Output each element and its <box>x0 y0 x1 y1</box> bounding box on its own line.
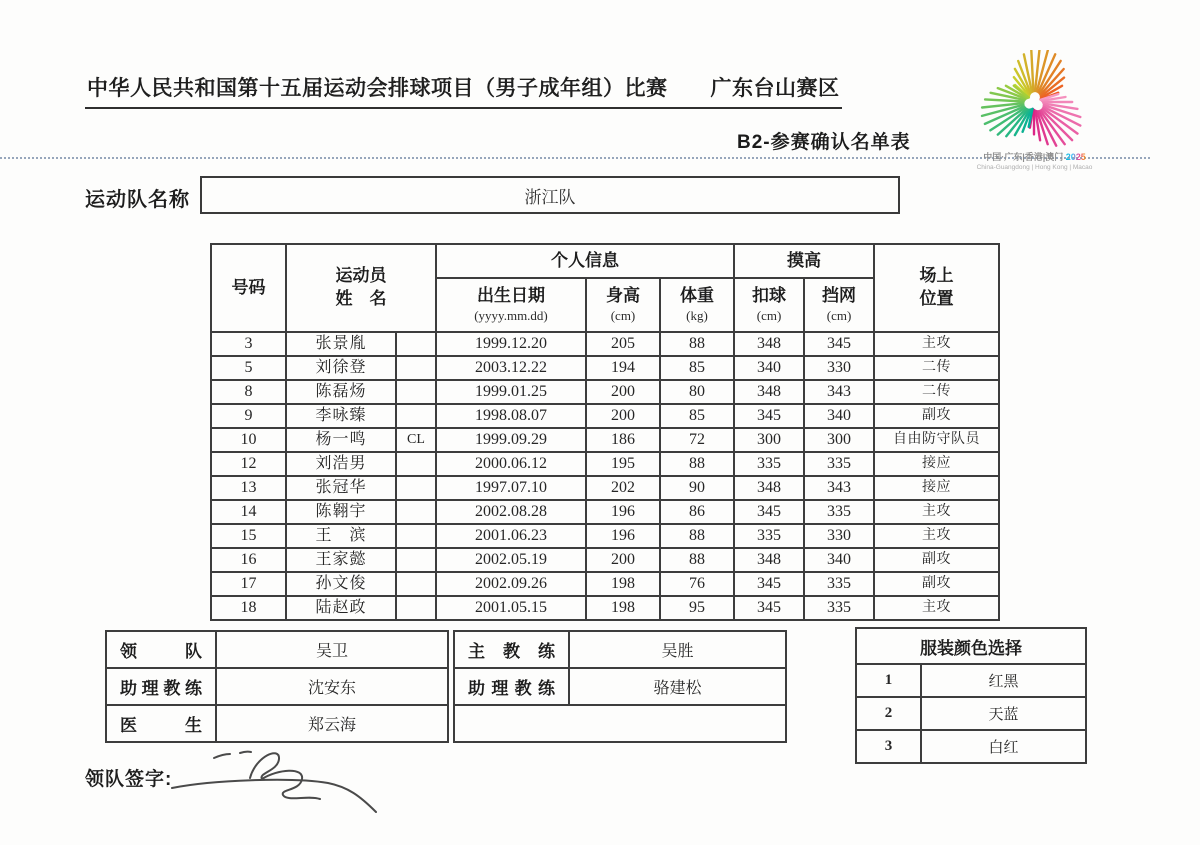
cell-spike-reach: 300 <box>734 428 804 452</box>
cell-block-reach: 330 <box>804 524 874 548</box>
cell-dob: 2000.06.12 <box>436 452 586 476</box>
cell-block-reach: 345 <box>804 332 874 356</box>
cell-number: 16 <box>211 548 286 572</box>
cell-libero-tag <box>396 548 436 572</box>
col-header-weight <box>660 278 734 332</box>
uniform-options-body <box>856 664 1086 763</box>
cell-libero-tag <box>396 404 436 428</box>
cell-libero-tag <box>396 500 436 524</box>
roster-row <box>211 476 999 500</box>
block-header-text: 挡网 <box>822 286 857 306</box>
cell-weight: 90 <box>660 476 734 500</box>
cell-block-reach: 330 <box>804 356 874 380</box>
cell-weight: 88 <box>660 452 734 476</box>
staff-row <box>454 631 786 668</box>
uniform-option-index: 1 <box>856 664 921 697</box>
cell-block-reach: 300 <box>804 428 874 452</box>
cell-number: 17 <box>211 572 286 596</box>
team-name-value: 浙江队 <box>524 187 576 207</box>
logo-caption-en: China-Guangdong | Hong Kong | Macao <box>976 164 1093 171</box>
spike-unit: (cm) <box>756 308 782 324</box>
cell-number: 9 <box>211 404 286 428</box>
cell-number: 8 <box>211 380 286 404</box>
cell-height: 186 <box>586 428 660 452</box>
cell-athlete-name: 张冠华 <box>286 476 396 500</box>
cell-weight: 88 <box>660 548 734 572</box>
weight-unit: (kg) <box>686 308 708 324</box>
staff-right-body <box>454 631 786 705</box>
spike-header-text: 扣球 <box>752 286 787 306</box>
cell-weight: 86 <box>660 500 734 524</box>
cell-block-reach: 335 <box>804 500 874 524</box>
col-header-athlete-name <box>286 244 436 332</box>
staff-role-label: 助理教练 <box>106 668 216 705</box>
cell-block-reach: 340 <box>804 404 874 428</box>
cell-weight: 72 <box>660 428 734 452</box>
cell-position: 副攻 <box>874 404 999 428</box>
games-logo <box>962 50 1107 171</box>
cell-height: 200 <box>586 404 660 428</box>
cell-spike-reach: 340 <box>734 356 804 380</box>
dob-header-text: 出生日期 <box>477 286 545 306</box>
cell-spike-reach: 348 <box>734 332 804 356</box>
staff-role-label: 医生 <box>106 705 216 742</box>
cell-position: 接应 <box>874 476 999 500</box>
cell-dob: 1998.08.07 <box>436 404 586 428</box>
cell-dob: 2002.09.26 <box>436 572 586 596</box>
cell-athlete-name: 刘浩男 <box>286 452 396 476</box>
staff-empty-row <box>454 705 786 742</box>
cell-number: 10 <box>211 428 286 452</box>
cell-libero-tag <box>396 476 436 500</box>
roster-row <box>211 380 999 404</box>
weight-header-text: 体重 <box>680 286 714 306</box>
roster-row <box>211 428 999 452</box>
logo-caption-cn-text: 中国·广东|香港|澳门 <box>983 152 1064 162</box>
uniform-option-index: 3 <box>856 730 921 763</box>
position-header-line1: 场上 <box>919 266 954 286</box>
cell-weight: 95 <box>660 596 734 620</box>
roster-table <box>210 243 1000 621</box>
cell-block-reach: 343 <box>804 476 874 500</box>
logo-caption-year: 2025 <box>1065 152 1086 162</box>
cell-height: 198 <box>586 572 660 596</box>
cell-position: 主攻 <box>874 332 999 356</box>
height-unit: (cm) <box>610 308 636 324</box>
cell-spike-reach: 348 <box>734 548 804 572</box>
uniform-option-row <box>856 730 1086 763</box>
cell-height: 196 <box>586 524 660 548</box>
cell-dob: 2002.08.28 <box>436 500 586 524</box>
team-name-label: 运动队名称 <box>85 189 190 211</box>
cell-block-reach: 340 <box>804 548 874 572</box>
roster-row <box>211 452 999 476</box>
cell-athlete-name: 刘徐登 <box>286 356 396 380</box>
cell-height: 198 <box>586 596 660 620</box>
uniform-color-table <box>855 627 1087 764</box>
col-header-reach: 摸高 <box>734 244 874 278</box>
cell-libero-tag <box>396 332 436 356</box>
roster-row <box>211 404 999 428</box>
col-header-dob <box>436 278 586 332</box>
cell-athlete-name: 陈翱宇 <box>286 500 396 524</box>
cell-libero-tag <box>396 524 436 548</box>
cell-position: 副攻 <box>874 548 999 572</box>
cell-number: 5 <box>211 356 286 380</box>
cell-position: 主攻 <box>874 596 999 620</box>
cell-athlete-name: 张景胤 <box>286 332 396 356</box>
cell-weight: 85 <box>660 356 734 380</box>
cell-spike-reach: 345 <box>734 500 804 524</box>
cell-spike-reach: 335 <box>734 524 804 548</box>
staff-person-name: 吴胜 <box>569 631 786 668</box>
cell-athlete-name: 孙文俊 <box>286 572 396 596</box>
cell-position: 接应 <box>874 452 999 476</box>
cell-position: 主攻 <box>874 500 999 524</box>
cell-spike-reach: 335 <box>734 452 804 476</box>
cell-weight: 80 <box>660 380 734 404</box>
cell-dob: 1999.09.29 <box>436 428 586 452</box>
leader-signature-handwriting <box>162 742 392 822</box>
col-header-position <box>874 244 999 332</box>
staff-role-label: 主教练 <box>454 631 569 668</box>
staff-row <box>106 668 448 705</box>
cell-number: 15 <box>211 524 286 548</box>
form-code: B2-参赛确认名单表 <box>737 132 911 153</box>
height-header-text: 身高 <box>606 286 640 306</box>
cell-weight: 85 <box>660 404 734 428</box>
uniform-option-row <box>856 664 1086 697</box>
roster-row <box>211 548 999 572</box>
cell-number: 3 <box>211 332 286 356</box>
cell-dob: 1999.01.25 <box>436 380 586 404</box>
cell-position: 副攻 <box>874 572 999 596</box>
cell-block-reach: 335 <box>804 452 874 476</box>
cell-spike-reach: 345 <box>734 404 804 428</box>
cell-spike-reach: 345 <box>734 596 804 620</box>
cell-number: 18 <box>211 596 286 620</box>
cell-libero-tag <box>396 596 436 620</box>
col-header-block <box>804 278 874 332</box>
cell-dob: 2001.06.23 <box>436 524 586 548</box>
staff-person-name: 郑云海 <box>216 705 448 742</box>
roster-row <box>211 356 999 380</box>
roster-row <box>211 596 999 620</box>
cell-athlete-name: 杨一鸣 <box>286 428 396 452</box>
cell-libero-tag <box>396 356 436 380</box>
cell-dob: 2003.12.22 <box>436 356 586 380</box>
roster-row <box>211 332 999 356</box>
cell-position: 二传 <box>874 356 999 380</box>
signature-label: 领队签字: <box>85 769 173 790</box>
block-unit: (cm) <box>826 308 852 324</box>
cell-weight: 88 <box>660 524 734 548</box>
cell-height: 196 <box>586 500 660 524</box>
cell-athlete-name: 陈磊炀 <box>286 380 396 404</box>
team-name-field <box>200 176 900 214</box>
uniform-option-index: 2 <box>856 697 921 730</box>
cell-block-reach: 343 <box>804 380 874 404</box>
athlete-header-line2: 姓 名 <box>335 289 387 308</box>
cell-weight: 76 <box>660 572 734 596</box>
staff-row <box>106 631 448 668</box>
cell-dob: 1997.07.10 <box>436 476 586 500</box>
cell-position: 自由防守队员 <box>874 428 999 452</box>
logo-caption-cn <box>962 150 1107 163</box>
staff-role-label: 领队 <box>106 631 216 668</box>
roster-body <box>211 332 999 620</box>
staff-row <box>454 668 786 705</box>
cell-libero-tag: CL <box>396 428 436 452</box>
cell-height: 200 <box>586 380 660 404</box>
cell-height: 195 <box>586 452 660 476</box>
cell-spike-reach: 348 <box>734 380 804 404</box>
col-header-height <box>586 278 660 332</box>
cell-number: 13 <box>211 476 286 500</box>
uniform-table-title: 服装颜色选择 <box>856 628 1086 664</box>
cell-number: 14 <box>211 500 286 524</box>
cell-height: 194 <box>586 356 660 380</box>
cell-dob: 1999.12.20 <box>436 332 586 356</box>
staff-table-left <box>105 630 449 743</box>
uniform-option-color: 白红 <box>921 730 1086 763</box>
cell-libero-tag <box>396 452 436 476</box>
cell-spike-reach: 348 <box>734 476 804 500</box>
cell-athlete-name: 陆赵政 <box>286 596 396 620</box>
staff-person-name: 吴卫 <box>216 631 448 668</box>
cell-height: 205 <box>586 332 660 356</box>
cell-weight: 88 <box>660 332 734 356</box>
cell-position: 主攻 <box>874 524 999 548</box>
staff-left-body <box>106 631 448 742</box>
cell-dob: 2001.05.15 <box>436 596 586 620</box>
cell-position: 二传 <box>874 380 999 404</box>
uniform-option-row <box>856 697 1086 730</box>
games-flower-icon <box>962 50 1107 154</box>
cell-block-reach: 335 <box>804 596 874 620</box>
col-header-spike <box>734 278 804 332</box>
uniform-option-color: 天蓝 <box>921 697 1086 730</box>
cell-number: 12 <box>211 452 286 476</box>
roster-row <box>211 572 999 596</box>
staff-table-right <box>453 630 787 743</box>
staff-person-name: 骆建松 <box>569 668 786 705</box>
staff-role-label: 助理教练 <box>454 668 569 705</box>
roster-row <box>211 524 999 548</box>
roster-row <box>211 500 999 524</box>
cell-spike-reach: 345 <box>734 572 804 596</box>
uniform-option-color: 红黑 <box>921 664 1086 697</box>
col-header-number: 号码 <box>211 244 286 332</box>
position-header-line2: 位置 <box>919 289 954 308</box>
cell-athlete-name: 李咏臻 <box>286 404 396 428</box>
col-header-personal-info: 个人信息 <box>436 244 734 278</box>
dob-format-hint: (yyyy.mm.dd) <box>474 308 548 324</box>
cell-libero-tag <box>396 380 436 404</box>
cell-height: 200 <box>586 548 660 572</box>
athlete-header-line1: 运动员 <box>335 266 387 286</box>
cell-libero-tag <box>396 572 436 596</box>
cell-athlete-name: 王 滨 <box>286 524 396 548</box>
staff-row <box>106 705 448 742</box>
page-title: 中华人民共和国第十五届运动会排球项目（男子成年组）比赛 广东台山赛区 <box>85 72 842 109</box>
staff-empty-cell <box>454 705 786 742</box>
cell-block-reach: 335 <box>804 572 874 596</box>
staff-person-name: 沈安东 <box>216 668 448 705</box>
cell-athlete-name: 王家懿 <box>286 548 396 572</box>
cell-dob: 2002.05.19 <box>436 548 586 572</box>
cell-height: 202 <box>586 476 660 500</box>
